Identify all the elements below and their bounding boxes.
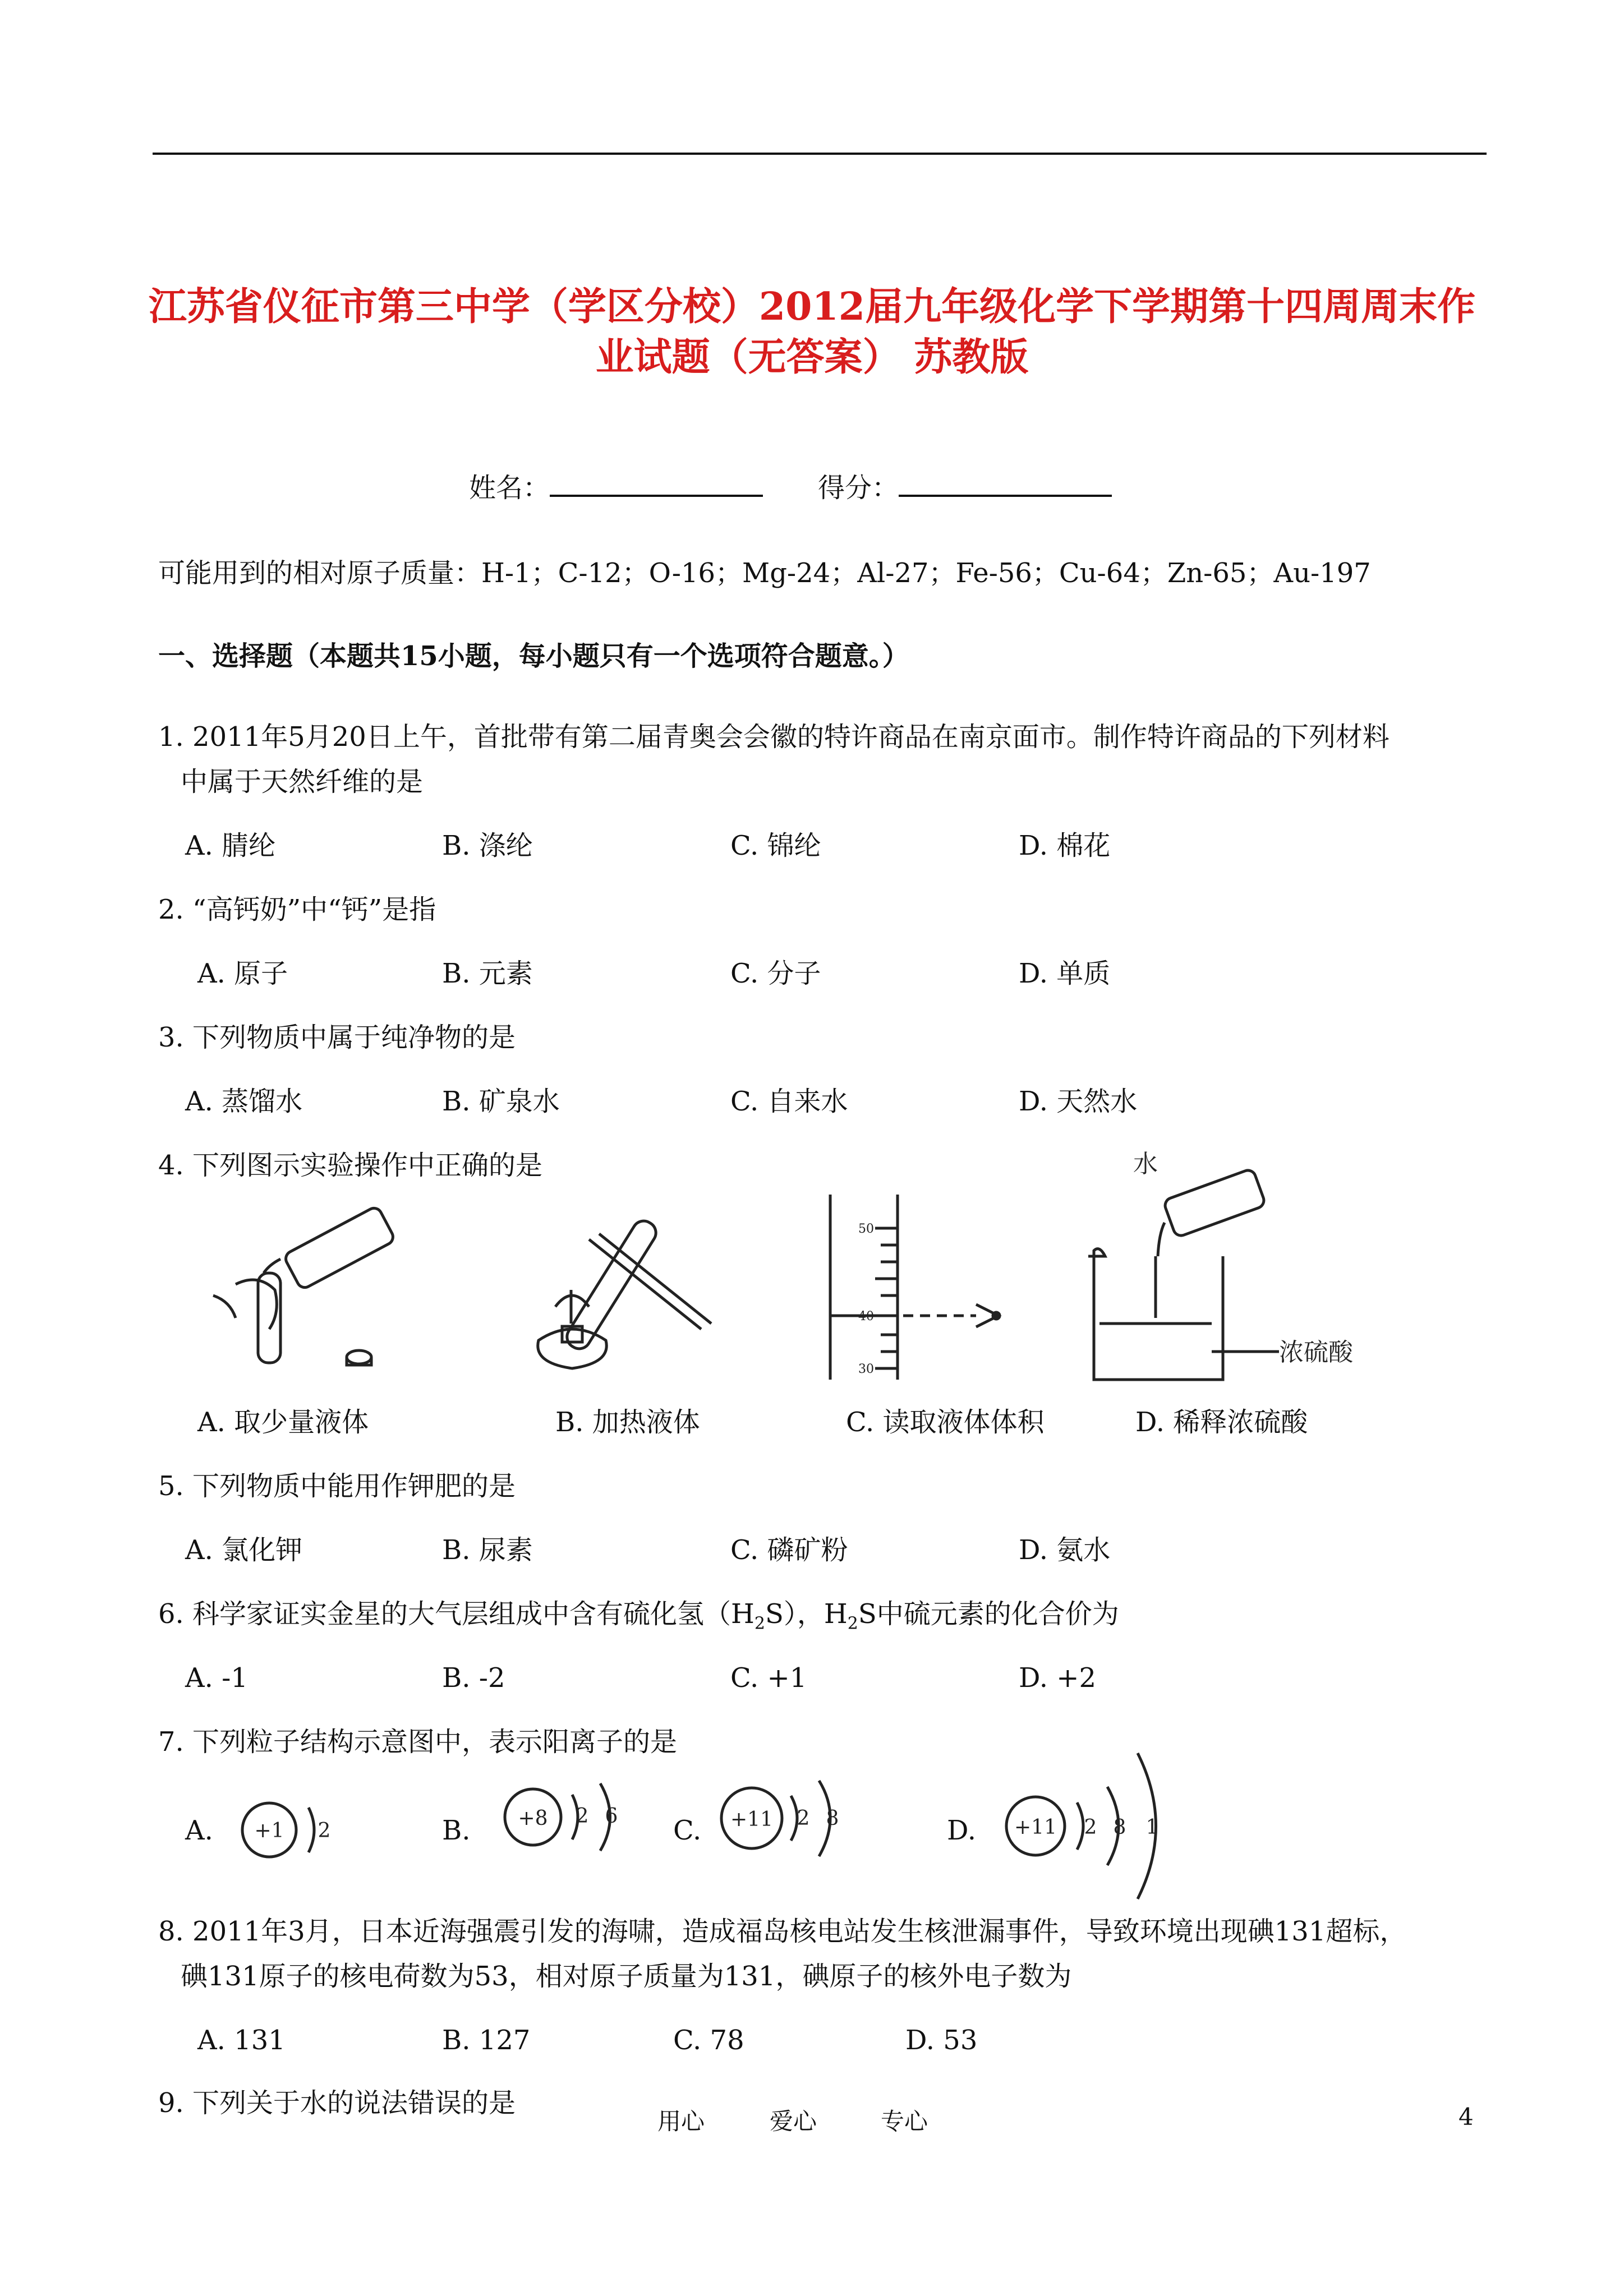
q7-d-nucleus: +11: [1014, 1816, 1057, 1839]
q9-stem: 9. 下列关于水的说法错误的是: [158, 2087, 516, 2119]
q7-d-shell2: 8: [1113, 1816, 1126, 1839]
q2-option-a[interactable]: A. 原子: [197, 958, 288, 989]
q1-option-d[interactable]: D. 棉花: [1019, 830, 1111, 861]
q5-stem: 5. 下列物质中能用作钾肥的是: [158, 1470, 516, 1502]
q7-b-shell1: 2: [576, 1805, 589, 1828]
q2-option-b[interactable]: B. 元素: [442, 958, 533, 989]
q4-stem: 4. 下列图示实验操作中正确的是: [158, 1150, 543, 1181]
q1-stem-line2: 中属于天然纤维的是: [181, 766, 424, 797]
q7-b-shell2: 6: [605, 1805, 618, 1828]
q7-d-shell3: 1: [1145, 1816, 1159, 1839]
q1-option-c[interactable]: C. 锦纶: [730, 830, 821, 861]
q8-option-a[interactable]: A. 131: [197, 2025, 286, 2056]
q6-stem-part1: 6. 科学家证实金星的大气层组成中含有硫化氢（H: [158, 1598, 755, 1630]
label-concentrated-acid: 浓硫酸: [1279, 1338, 1353, 1367]
label-water: 水: [1133, 1150, 1158, 1178]
q8-option-b[interactable]: B. 127: [442, 2025, 531, 2056]
title-line-1: 江苏省仪征市第三中学（学区分校）2012届九年级化学下学期第十四周周末作: [148, 284, 1476, 329]
q7-c-shell1: 2: [797, 1807, 810, 1830]
title-line-2: 业试题（无答案） 苏教版: [595, 335, 1029, 380]
q1-option-a[interactable]: A. 腈纶: [185, 830, 276, 861]
q7-option-a[interactable]: A.: [185, 1815, 213, 1846]
q3-stem: 3. 下列物质中属于纯净物的是: [158, 1022, 516, 1053]
footer-text-3: 专心: [881, 2108, 928, 2135]
q3-option-c[interactable]: C. 自来水: [730, 1086, 848, 1117]
cylinder-tick-30: 30: [858, 1362, 874, 1376]
q8-stem-line1: 8. 2011年3月，日本近海强震引发的海啸，造成福岛核电站发生核泄漏事件，导致环境出现碘131超标，: [158, 1916, 1407, 1947]
q6-stem: [158, 1596, 1119, 1642]
q3-option-b[interactable]: B. 矿泉水: [442, 1086, 560, 1117]
q7-stem: 7. 下列粒子结构示意图中，表示阳离子的是: [158, 1726, 678, 1758]
q7-diagram-c: [707, 1767, 892, 1879]
q5-option-d[interactable]: D. 氨水: [1019, 1534, 1111, 1566]
footer-text-2: 爱心: [770, 2108, 817, 2135]
page-number: 4: [1459, 2103, 1474, 2131]
score-blank[interactable]: [899, 472, 1112, 497]
q6-option-b[interactable]: B. -2: [442, 1662, 505, 1694]
name-blank[interactable]: [550, 472, 763, 497]
score-label: 得分：: [818, 472, 899, 504]
q7-diagram-d: [987, 1742, 1234, 1910]
q4-figure-d-diluting: [1066, 1138, 1402, 1391]
q7-option-c[interactable]: C.: [673, 1815, 702, 1846]
q8-option-d[interactable]: D. 53: [905, 2025, 978, 2056]
q2-stem: 2. “高钙奶”中“钙”是指: [158, 894, 436, 925]
footer-text-1: 用心: [657, 2108, 705, 2135]
q2-option-c[interactable]: C. 分子: [730, 958, 821, 989]
q4-figure-b-heating: [505, 1206, 740, 1380]
q6-subscript-2: 2: [847, 1613, 858, 1634]
name-label: 姓名：: [469, 472, 550, 504]
section-1-heading: 一、选择题（本题共15小题，每小题只有一个选项符合题意。）: [158, 640, 909, 672]
q3-option-a[interactable]: A. 蒸馏水: [185, 1086, 303, 1117]
q7-option-b[interactable]: B.: [442, 1815, 471, 1846]
q8-stem-line2: 碘131原子的核电荷数为53，相对原子质量为131，碘原子的核外电子数为: [181, 1961, 1072, 1992]
q3-option-d[interactable]: D. 天然水: [1019, 1086, 1138, 1117]
q6-subscript-1: 2: [754, 1613, 766, 1634]
q6-option-a[interactable]: A. -1: [185, 1662, 248, 1694]
q7-option-d[interactable]: D.: [947, 1815, 977, 1846]
q5-option-b[interactable]: B. 尿素: [442, 1534, 533, 1566]
q8-option-c[interactable]: C. 78: [673, 2025, 744, 2056]
q7-c-nucleus: +11: [730, 1808, 773, 1831]
q7-d-shell1: 2: [1084, 1816, 1097, 1839]
q4-option-c[interactable]: C. 读取液体体积: [846, 1407, 1045, 1438]
cylinder-tick-40: 40: [858, 1310, 874, 1324]
q7-c-shell2: 8: [826, 1807, 839, 1830]
q7-diagram-a: [230, 1782, 365, 1878]
q6-stem-part2: S），H: [765, 1598, 848, 1630]
q7-a-nucleus: +1: [254, 1819, 284, 1842]
q4-option-b[interactable]: B. 加热液体: [555, 1407, 700, 1438]
q6-stem-part3: S中硫元素的化合价为: [858, 1598, 1119, 1630]
name-field[interactable]: [469, 470, 763, 506]
q1-option-b[interactable]: B. 涤纶: [442, 830, 533, 861]
atomic-masses-note: 可能用到的相对原子质量：H-1；C-12；O-16；Mg-24；Al-27；Fe-56；Cu-64；Zn-65；Au-197: [158, 557, 1371, 589]
header-rule: [153, 153, 1487, 155]
score-field[interactable]: [818, 470, 1112, 506]
q4-option-a[interactable]: A. 取少量液体: [197, 1407, 369, 1438]
q5-option-a[interactable]: A. 氯化钾: [185, 1534, 303, 1566]
q7-diagram-b: [494, 1767, 662, 1879]
q6-option-d[interactable]: D. +2: [1019, 1662, 1097, 1694]
q1-stem-line1: 1. 2011年5月20日上午，首批带有第二届青奥会会徽的特许商品在南京面市。制作特许商品的下列材料: [158, 721, 1390, 753]
q4-figure-c-cylinder: [808, 1183, 1043, 1385]
q7-b-nucleus: +8: [518, 1807, 548, 1830]
q6-option-c[interactable]: C. +1: [730, 1662, 807, 1694]
q7-a-shell1: 2: [318, 1819, 331, 1842]
cylinder-tick-50: 50: [858, 1222, 874, 1236]
q2-option-d[interactable]: D. 单质: [1019, 958, 1111, 989]
q5-option-c[interactable]: C. 磷矿粉: [730, 1534, 848, 1566]
q4-figure-a-pouring: [202, 1206, 438, 1374]
q4-option-d[interactable]: D. 稀释浓硫酸: [1135, 1407, 1308, 1438]
